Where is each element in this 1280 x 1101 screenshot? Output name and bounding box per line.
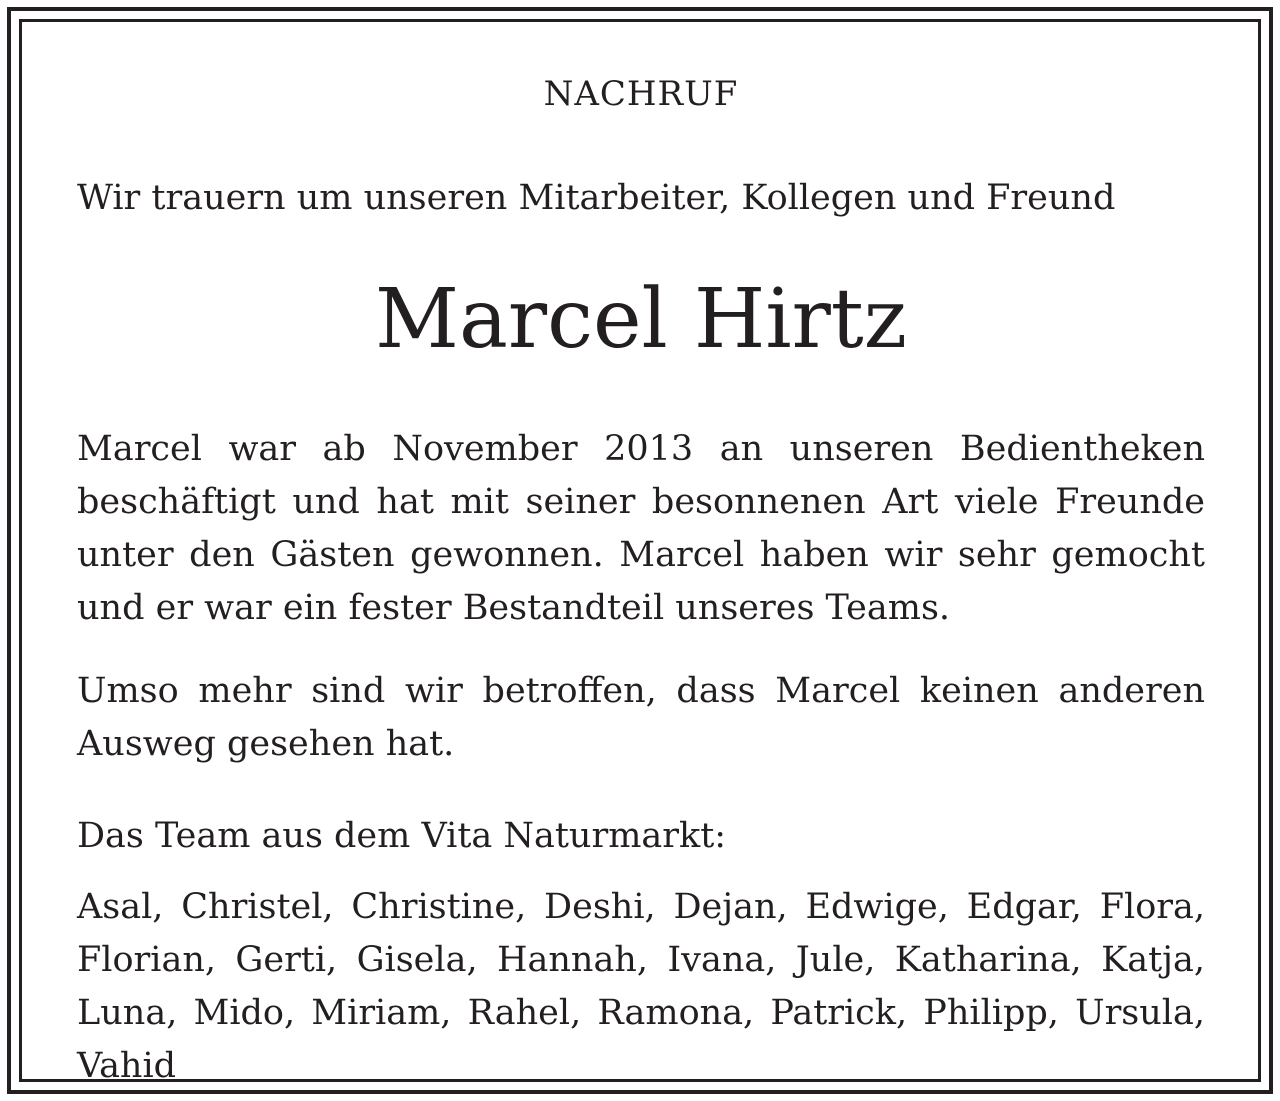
notice-heading: NACHRUF bbox=[543, 74, 739, 114]
intro-line: Wir trauern um unseren Mitarbeiter, Kollegen und Freund bbox=[77, 178, 1116, 218]
deceased-name: Marcel Hirtz bbox=[375, 272, 907, 367]
tribute-paragraph: Marcel war ab November 2013 an unseren Bedientheken beschäftigt und hat mit seiner besonnenen Art viele Freunde unter den Gästen gewonnen. Marcel haben wir sehr gemocht und er war ein fester Bestandteil unseres Teams. bbox=[77, 429, 1205, 628]
sorrow-paragraph: Umso mehr sind wir betroffen, dass Marcel keinen anderen Ausweg gesehen hat. bbox=[77, 671, 1205, 764]
team-names: Asal, Christel, Christine, Deshi, Dejan, Edwige, Edgar, Flora, Florian, Gerti, Gisela, Hannah, Ivana, Jule, Katharina, Katja, Luna, Mido, Miriam, Rahel, Ramona, Patrick, Philipp, Ursula, Vahid bbox=[77, 887, 1205, 1086]
signoff-line: Das Team aus dem Vita Naturmarkt: bbox=[77, 816, 727, 856]
